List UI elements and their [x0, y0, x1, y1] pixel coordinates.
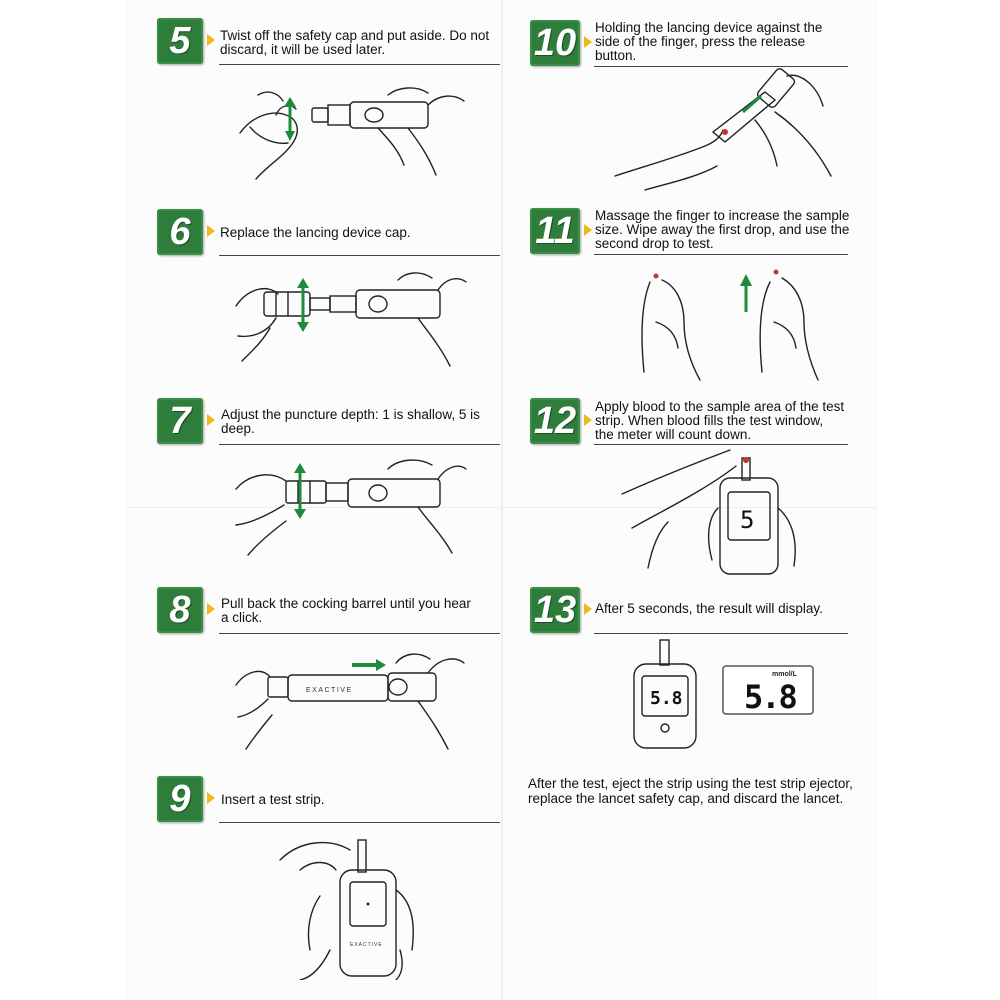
divider: [219, 822, 500, 823]
step-text: After 5 seconds, the result will display.: [595, 601, 823, 616]
footer-note: After the test, eject the strip using the test strip ejector, replace the lancet safety cap, and discard the lancet.: [528, 776, 853, 806]
result-display: [722, 665, 814, 715]
step-text: Insert a test strip.: [221, 792, 325, 807]
finger-massage-icon: [620, 262, 820, 382]
arrow-right-icon: [207, 603, 215, 615]
step-text: Apply blood to the sample area of the test strip. When blood fills the test window, the meter will count down.: [595, 399, 845, 442]
divider: [219, 633, 500, 634]
arrow-right-icon: [207, 225, 215, 237]
lancing-cap-replace-icon: [228, 266, 468, 371]
divider: [219, 255, 500, 256]
divider: [594, 254, 848, 255]
arrow-right-icon: [584, 603, 592, 615]
meter-result-icon: [628, 638, 728, 750]
result-unit: mmol/L: [772, 671, 797, 678]
depth-adjust-icon: [228, 455, 468, 560]
arrow-right-icon: [207, 34, 215, 46]
cocking-barrel-icon: [228, 645, 468, 755]
step-number-badge: 13: [530, 587, 580, 633]
result-value: 5.8: [744, 678, 796, 715]
arrow-right-icon: [584, 414, 592, 426]
lancet-cap-twist-icon: [228, 75, 468, 190]
step-number-badge: 6: [157, 209, 203, 255]
divider: [219, 64, 500, 65]
step-number-badge: 7: [157, 398, 203, 444]
divider: [219, 444, 500, 445]
meter-brand-label: EXACTIVE: [350, 942, 383, 948]
device-brand-label: EXACTIVE: [306, 687, 353, 694]
arrow-right-icon: [207, 414, 215, 426]
step-number-badge: 9: [157, 776, 203, 822]
step-text: Adjust the puncture depth: 1 is shallow, 5 is deep.: [221, 407, 480, 436]
step-text: Twist off the safety cap and put aside. Do not discard, it will be used later.: [220, 28, 490, 57]
divider: [594, 444, 848, 445]
step-text: Pull back the cocking barrel until you hear a click.: [221, 596, 471, 625]
step-number-badge: 8: [157, 587, 203, 633]
step-number-badge: 10: [530, 20, 580, 66]
step-text: Replace the lancing device cap.: [220, 225, 411, 240]
arrow-right-icon: [584, 36, 592, 48]
apply-blood-icon: [618, 448, 818, 578]
step-text: Massage the finger to increase the sample size. Wipe away the first drop, and use the second drop to test.: [595, 208, 850, 251]
divider: [594, 633, 848, 634]
finger-lance-icon: [605, 66, 840, 196]
arrow-right-icon: [584, 224, 592, 236]
countdown-digit: 5: [740, 506, 755, 534]
step-text: Holding the lancing device against the side of the finger, press the release button.: [595, 20, 823, 63]
step-number-badge: 5: [157, 18, 203, 64]
insert-strip-icon: [240, 830, 460, 980]
meter-result-value: 5.8: [650, 688, 683, 709]
page-fold: [501, 0, 503, 1000]
step-number-badge: 11: [530, 208, 580, 254]
arrow-right-icon: [207, 792, 215, 804]
step-number-badge: 12: [530, 398, 580, 444]
